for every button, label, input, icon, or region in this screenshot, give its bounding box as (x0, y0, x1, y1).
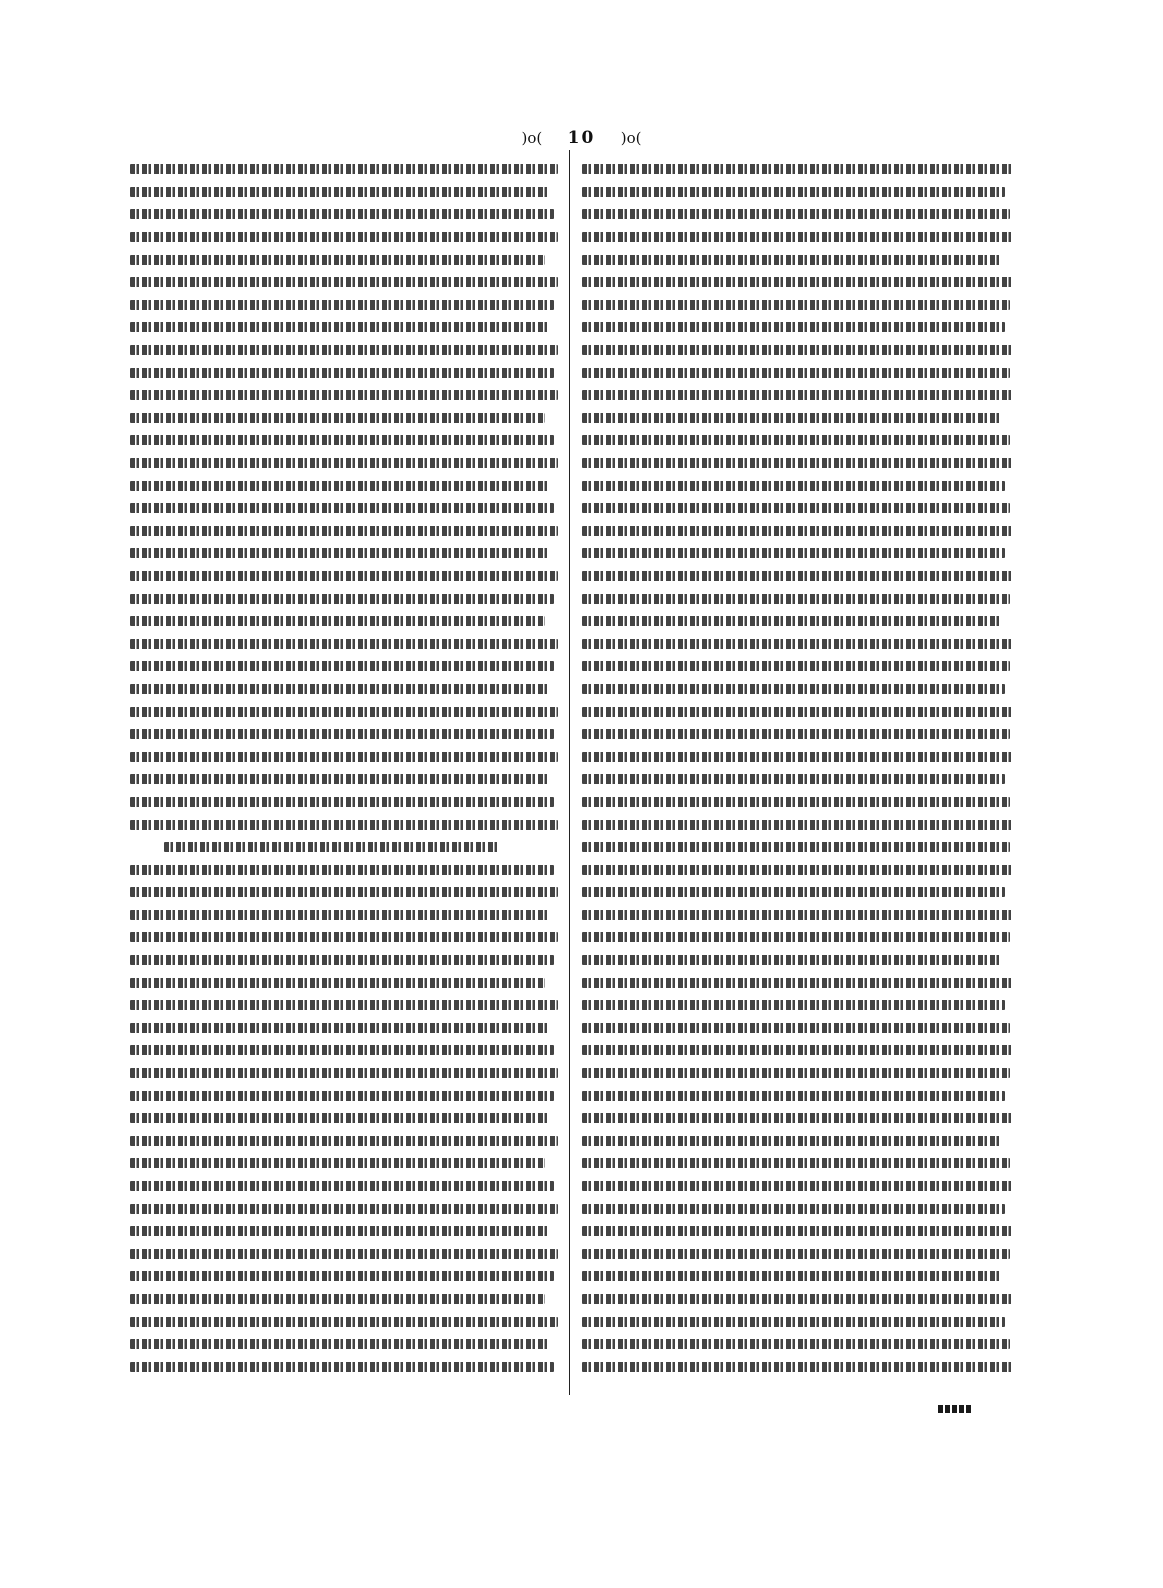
text-line (582, 926, 1014, 949)
text-line (130, 361, 558, 384)
page-header (0, 128, 1163, 148)
text-line (130, 1243, 558, 1266)
text-line (582, 610, 1014, 633)
text-line (582, 1039, 1014, 1062)
text-line (130, 949, 558, 972)
text-line (582, 384, 1014, 407)
text-line (582, 452, 1014, 475)
text-line (130, 1175, 558, 1198)
text-line (130, 813, 558, 836)
text-line (582, 474, 1014, 497)
text-line (130, 339, 558, 362)
text-line (582, 248, 1014, 271)
text-line (130, 203, 558, 226)
text-line (130, 745, 558, 768)
text-line (130, 1107, 558, 1130)
text-line (130, 768, 558, 791)
text-line (130, 700, 558, 723)
text-line (130, 452, 558, 475)
text-line (130, 565, 558, 588)
text-line (130, 1310, 558, 1333)
text-line (582, 316, 1014, 339)
text-line (582, 203, 1014, 226)
text-line (130, 971, 558, 994)
text-line (130, 226, 558, 249)
text-line (130, 294, 558, 317)
text-line (582, 158, 1014, 181)
text-line (582, 565, 1014, 588)
text-line (582, 994, 1014, 1017)
text-line (582, 429, 1014, 452)
text-line (582, 904, 1014, 927)
page-number: 10 (567, 128, 596, 148)
text-line (582, 1288, 1014, 1311)
text-line (582, 1084, 1014, 1107)
text-line (582, 768, 1014, 791)
text-line (582, 1107, 1014, 1130)
text-line (582, 294, 1014, 317)
text-line (582, 587, 1014, 610)
text-line (130, 1265, 558, 1288)
text-line (130, 723, 558, 746)
text-line (582, 339, 1014, 362)
text-line (582, 1333, 1014, 1356)
text-line (582, 791, 1014, 814)
text-line (582, 1220, 1014, 1243)
text-line (130, 1355, 558, 1378)
text-line (582, 542, 1014, 565)
text-line (582, 678, 1014, 701)
text-line (130, 497, 558, 520)
text-line (582, 520, 1014, 543)
text-line (130, 655, 558, 678)
text-line (582, 407, 1014, 430)
text-line (582, 949, 1014, 972)
text-line (130, 1084, 558, 1107)
text-line (582, 271, 1014, 294)
text-line (130, 474, 558, 497)
text-line (130, 407, 558, 430)
text-line (130, 1333, 558, 1356)
text-line (582, 700, 1014, 723)
text-line (130, 1130, 558, 1153)
text-line (130, 1062, 558, 1085)
text-line (582, 226, 1014, 249)
text-line (582, 1017, 1014, 1040)
text-line (130, 632, 558, 655)
text-line (582, 858, 1014, 881)
text-line (130, 610, 558, 633)
text-line (130, 271, 558, 294)
text-column-left (130, 158, 558, 1378)
text-line (130, 881, 558, 904)
text-line (582, 836, 1014, 859)
text-line (582, 361, 1014, 384)
text-line (582, 1175, 1014, 1198)
text-line (130, 926, 558, 949)
text-line (582, 632, 1014, 655)
text-line (582, 813, 1014, 836)
text-line (130, 520, 558, 543)
text-line (130, 316, 558, 339)
text-line (130, 1152, 558, 1175)
header-ornament-right: )o( (620, 129, 642, 147)
text-line (130, 904, 558, 927)
text-line (130, 587, 558, 610)
text-line (582, 723, 1014, 746)
text-line (582, 971, 1014, 994)
catchword (938, 1402, 972, 1416)
text-line (130, 858, 558, 881)
text-line (582, 1152, 1014, 1175)
text-line (582, 745, 1014, 768)
text-line (130, 1039, 558, 1062)
text-line (582, 881, 1014, 904)
text-line (582, 1265, 1014, 1288)
text-line (130, 384, 558, 407)
text-line (582, 1062, 1014, 1085)
text-column-right (582, 158, 1014, 1378)
text-line (130, 1220, 558, 1243)
text-line (130, 158, 558, 181)
text-line (130, 1017, 558, 1040)
text-line (582, 1310, 1014, 1333)
header-ornament-left: )o( (521, 129, 543, 147)
text-line (582, 1243, 1014, 1266)
column-divider (569, 150, 570, 1395)
text-line (130, 678, 558, 701)
text-line (130, 429, 558, 452)
text-line (582, 497, 1014, 520)
text-line (130, 836, 558, 859)
text-line (582, 1130, 1014, 1153)
text-line (582, 1197, 1014, 1220)
text-line (130, 181, 558, 204)
text-line (130, 1197, 558, 1220)
text-line (582, 181, 1014, 204)
text-line (130, 1288, 558, 1311)
text-line (130, 542, 558, 565)
text-line (582, 1355, 1014, 1378)
text-line (130, 248, 558, 271)
text-line (582, 655, 1014, 678)
text-line (130, 791, 558, 814)
text-line (130, 994, 558, 1017)
